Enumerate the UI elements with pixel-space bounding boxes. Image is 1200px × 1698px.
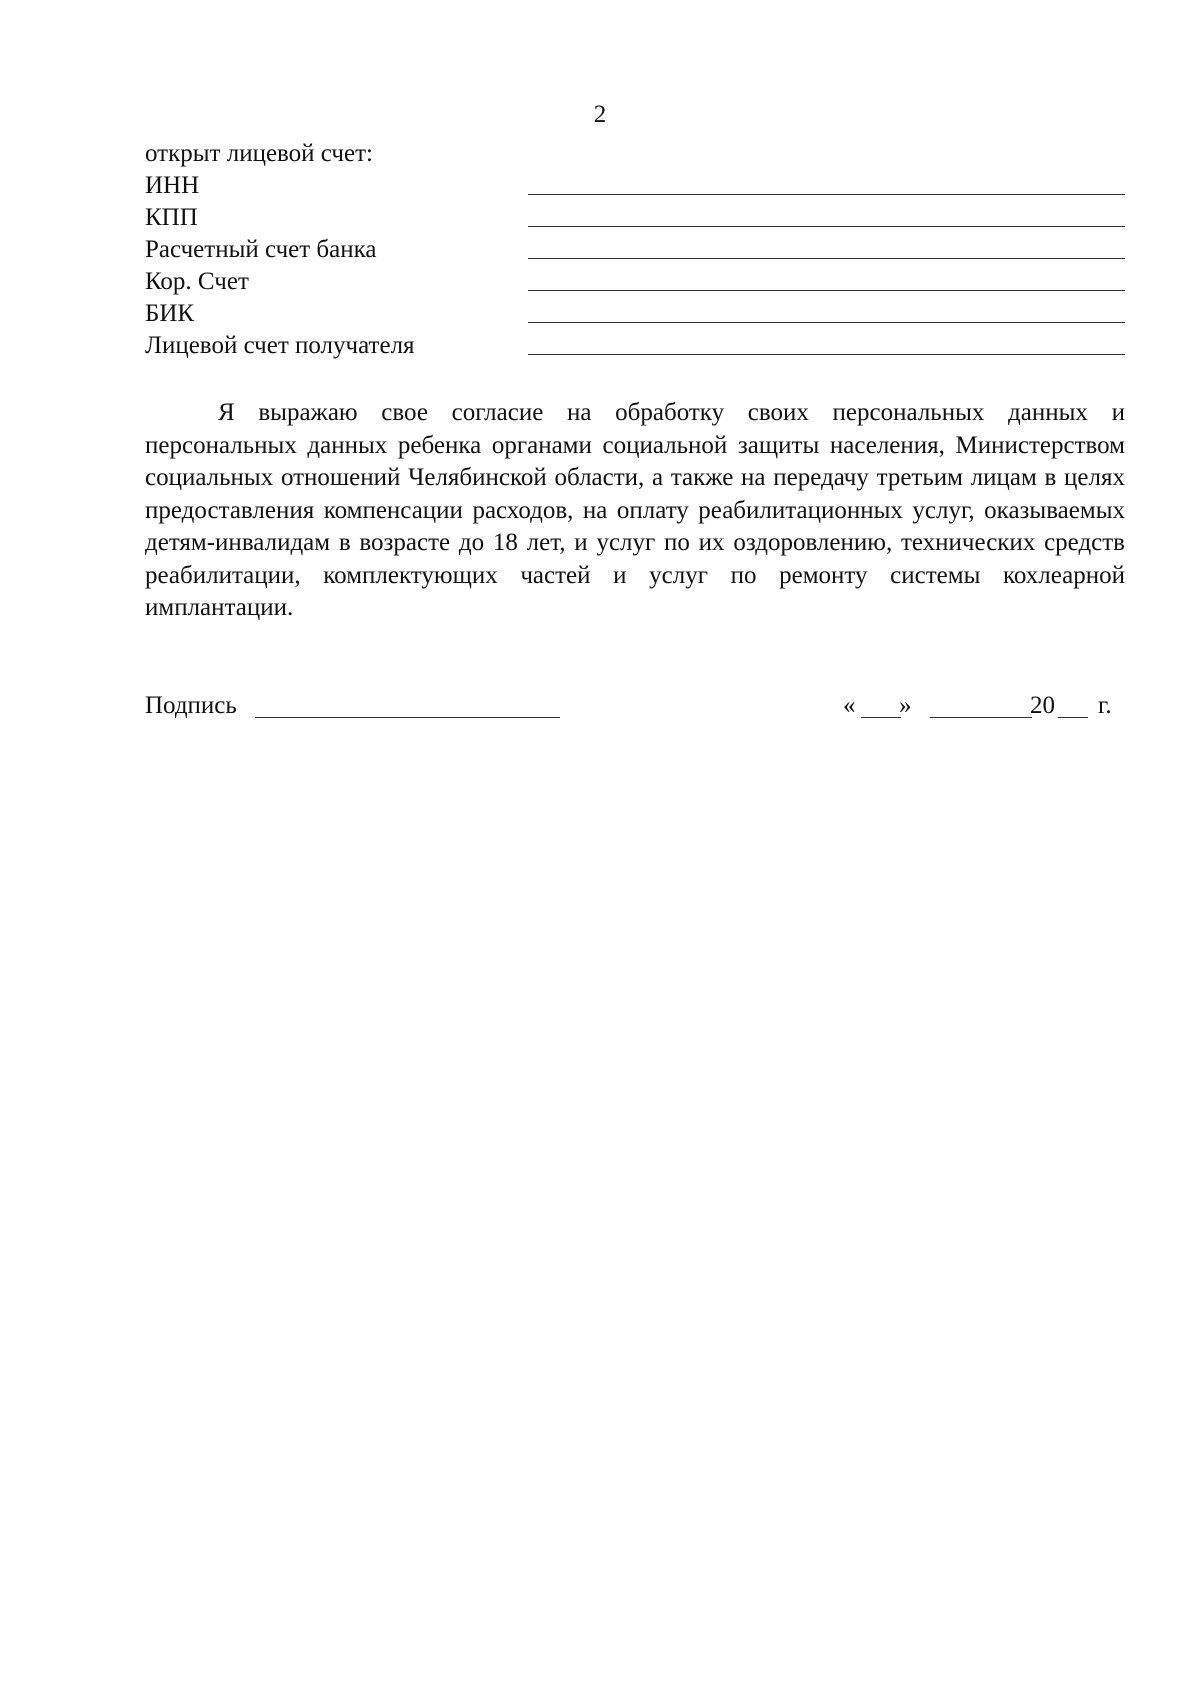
account-heading: открыт лицевой счет: xyxy=(145,140,373,167)
signature-label: Подпись xyxy=(145,692,237,719)
field-label: Расчетный счет банка xyxy=(145,236,377,263)
field-label: КПП xyxy=(145,204,198,231)
fill-in-line xyxy=(528,226,1125,227)
fill-in-line xyxy=(528,194,1125,195)
date-day-line xyxy=(861,717,901,718)
field-bik xyxy=(145,298,1125,330)
signature-row xyxy=(145,690,1125,730)
consent-paragraph: Я выражаю свое согласие на обработку своих персональных данных и персональных данных ребенка органами социальной защиты населения, Министерством социальных отношений Челябинской области, а также на передачу третьим лицам в целях предоставления компенсации расходов, на оплату реабилитационных услуг, оказываемых детям-инвалидам в возрасте до 18 лет, и услуг по их оздоровлению, технических средств реабилитации, комплектующих частей и услуг по ремонту системы кохлеарной имплантации. xyxy=(145,399,1125,621)
field-label: ИНН xyxy=(145,172,200,199)
field-recipient-account xyxy=(145,330,1125,362)
date-month-line xyxy=(930,717,1032,718)
fill-in-line xyxy=(528,354,1125,355)
date-year-line xyxy=(1058,717,1088,718)
field-inn xyxy=(145,170,1125,202)
date-year-prefix: 20 xyxy=(1030,692,1055,719)
page-number: 2 xyxy=(593,101,607,128)
date-close-quote: » xyxy=(899,692,912,719)
date-open-quote: « xyxy=(843,692,856,719)
fill-in-line xyxy=(528,322,1125,323)
field-bank-account xyxy=(145,234,1125,266)
field-kpp xyxy=(145,202,1125,234)
signature-line xyxy=(255,717,560,718)
field-label: Лицевой счет получателя xyxy=(145,332,415,359)
field-label: БИК xyxy=(145,300,195,327)
fill-in-line xyxy=(528,290,1125,291)
account-details-block xyxy=(145,138,1125,362)
date-year-suffix: г. xyxy=(1098,692,1112,719)
field-correspondent-account xyxy=(145,266,1125,298)
date-field xyxy=(843,690,1123,730)
field-label: Кор. Счет xyxy=(145,268,249,295)
fill-in-line xyxy=(528,258,1125,259)
